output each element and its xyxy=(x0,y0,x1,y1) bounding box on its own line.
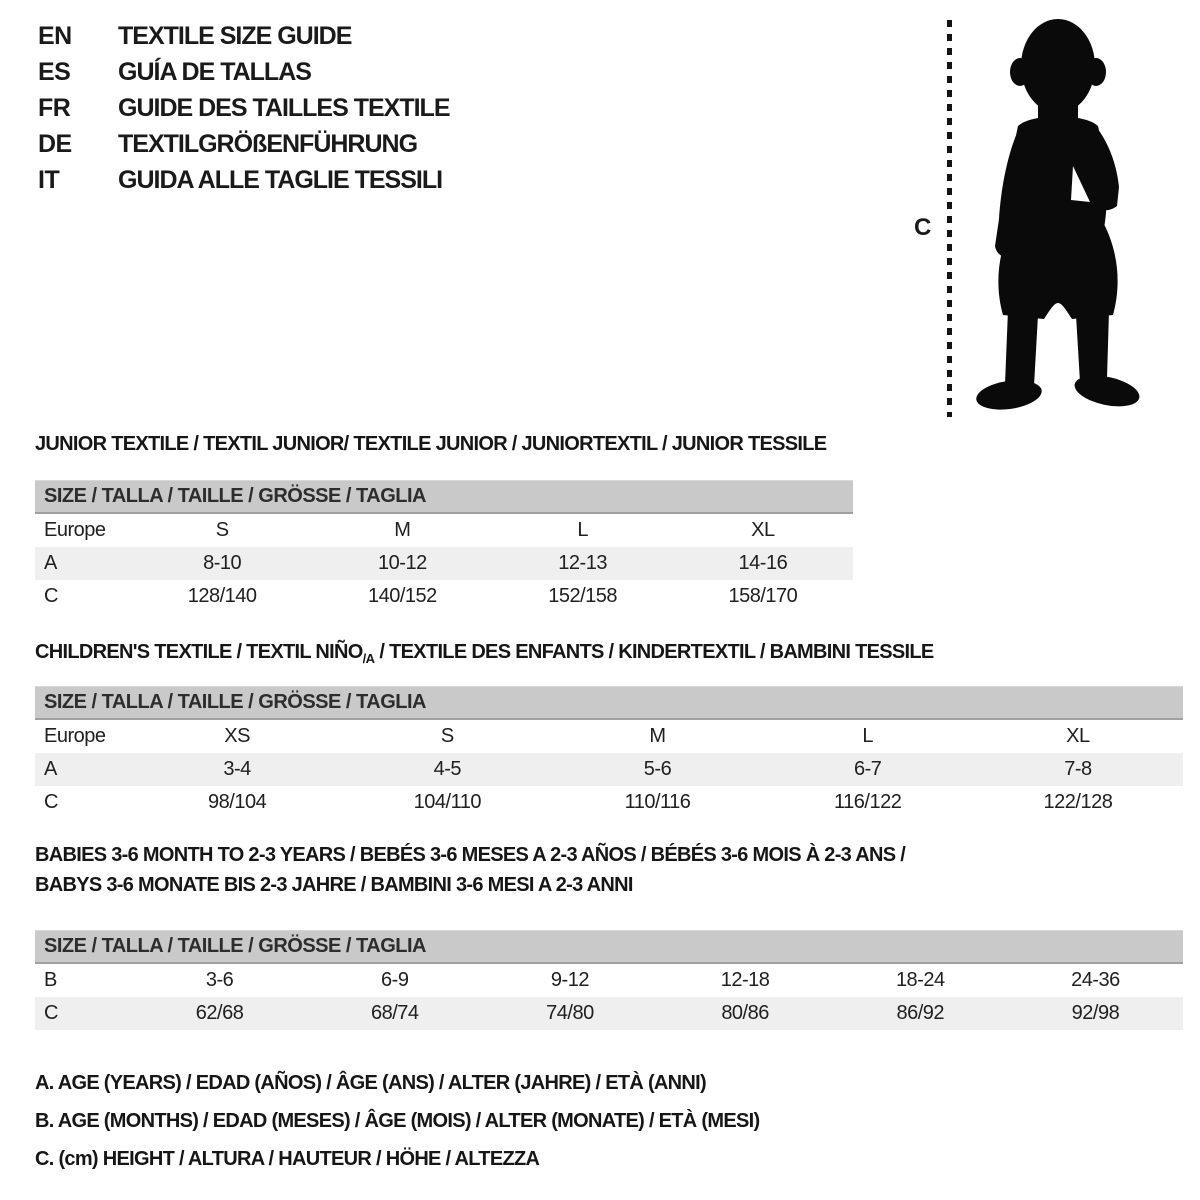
language-title-block xyxy=(38,18,450,198)
row-label: C xyxy=(44,1002,58,1024)
row-label: A xyxy=(44,758,57,780)
language-title: TEXTILGRÖßENFÜHRUNG xyxy=(118,129,418,158)
height-measure-label: C xyxy=(914,214,932,241)
language-row xyxy=(38,90,450,126)
size-cell: 14-16 xyxy=(738,552,788,574)
size-header-bar xyxy=(35,480,853,514)
table-row-months xyxy=(35,964,1183,997)
size-cell: 68/74 xyxy=(370,1002,419,1024)
children-title-subscript: /A xyxy=(362,651,375,666)
size-cell: 12-13 xyxy=(558,552,607,574)
row-label: Europe xyxy=(44,725,106,747)
table-row-europe xyxy=(35,514,853,547)
language-title: GUÍA DE TALLAS xyxy=(118,57,311,86)
baby-silhouette-icon xyxy=(972,14,1144,420)
size-cell: 5-6 xyxy=(643,758,672,780)
size-cell: 110/116 xyxy=(624,791,691,813)
table-row-height xyxy=(35,997,1183,1030)
language-title: GUIDA ALLE TAGLIE TESSILI xyxy=(118,165,443,194)
babies-section-title xyxy=(35,840,905,900)
language-row xyxy=(38,54,450,90)
row-label: C xyxy=(44,585,58,607)
language-title: GUIDE DES TAILLES TEXTILE xyxy=(118,93,450,122)
size-cell: 98/104 xyxy=(208,791,267,813)
language-code: FR xyxy=(38,93,71,122)
size-cell: 24-36 xyxy=(1071,969,1120,991)
size-header-label: SIZE / TALLA / TAILLE / GRÖSSE / TAGLIA xyxy=(44,691,426,713)
size-cell: M xyxy=(394,519,411,541)
size-cell: 80/86 xyxy=(721,1002,769,1024)
size-cell: 9-12 xyxy=(550,969,589,991)
size-cell: 104/110 xyxy=(413,791,481,813)
size-cell: 140/152 xyxy=(367,585,437,607)
size-cell: 7-8 xyxy=(1064,758,1092,780)
language-code: DE xyxy=(38,129,72,158)
junior-section-title xyxy=(35,433,826,456)
size-cell: 6-9 xyxy=(381,969,409,991)
size-cell: 3-4 xyxy=(223,758,251,780)
size-cell: 158/170 xyxy=(728,585,798,607)
size-header-label: SIZE / TALLA / TAILLE / GRÖSSE / TAGLIA xyxy=(44,935,426,957)
size-cell: 8-10 xyxy=(203,552,242,574)
size-header-bar xyxy=(35,686,1183,720)
babies-title-line1: BABIES 3-6 MONTH TO 2-3 YEARS / BEBÉS 3-6 MESES A 2-3 AÑOS / BÉBÉS 3-6 MOIS À 2-3 ANS / xyxy=(35,844,906,866)
language-code: ES xyxy=(38,57,71,86)
language-code: IT xyxy=(38,165,60,194)
junior-size-table xyxy=(35,480,853,613)
language-row xyxy=(38,126,450,162)
size-header-bar xyxy=(35,930,1183,964)
language-row xyxy=(38,18,450,54)
size-cell: 18-24 xyxy=(895,969,945,991)
language-row xyxy=(38,162,450,198)
language-title: TEXTILE SIZE GUIDE xyxy=(118,21,352,50)
legend-line-b: B. AGE (MONTHS) / EDAD (MESES) / ÂGE (MOIS) / ALTER (MONATE) / ETÀ (MESI) xyxy=(35,1109,760,1132)
row-label: B xyxy=(44,969,57,991)
size-cell: 10-12 xyxy=(378,552,427,574)
children-title-prefix: CHILDREN'S TEXTILE / TEXTIL NIÑO xyxy=(35,641,363,663)
legend-line-a: A. AGE (YEARS) / EDAD (AÑOS) / ÂGE (ANS) / ALTER (JAHRE) / ETÀ (ANNI) xyxy=(35,1071,706,1094)
table-row-age xyxy=(35,753,1183,786)
children-size-table xyxy=(35,686,1183,819)
size-cell: L xyxy=(577,519,588,541)
size-cell: S xyxy=(215,519,229,541)
table-row-europe xyxy=(35,720,1183,753)
babies-size-table xyxy=(35,930,1183,1030)
table-row-height xyxy=(35,580,853,613)
children-title-suffix: / TEXTILE DES ENFANTS / KINDERTEXTIL / BAMBINI TESSILE xyxy=(374,641,934,663)
size-cell: 3-6 xyxy=(205,969,234,991)
size-cell: 6-7 xyxy=(854,758,882,780)
babies-title-line2: BABYS 3-6 MONATE BIS 2-3 JAHRE / BAMBINI 3-6 MESI A 2-3 ANNI xyxy=(35,874,633,896)
size-cell: 4-5 xyxy=(433,758,461,780)
size-cell: L xyxy=(862,725,874,747)
size-cell: 128/140 xyxy=(187,585,257,607)
size-cell: 62/68 xyxy=(195,1002,244,1024)
table-row-age xyxy=(35,547,853,580)
size-header-label: SIZE / TALLA / TAILLE / GRÖSSE / TAGLIA xyxy=(44,485,426,507)
table-row-height xyxy=(35,786,1183,819)
children-section-title xyxy=(35,641,934,666)
size-cell: 122/128 xyxy=(1043,791,1113,813)
row-label: C xyxy=(44,791,58,813)
size-cell: 152/158 xyxy=(548,585,618,607)
row-label: Europe xyxy=(44,519,106,541)
size-cell: M xyxy=(649,725,666,747)
row-label: A xyxy=(44,552,57,574)
size-cell: 74/80 xyxy=(546,1002,594,1024)
size-cell: 86/92 xyxy=(896,1002,945,1024)
legend xyxy=(35,1064,759,1178)
size-cell: XS xyxy=(224,725,250,747)
legend-line-c: C. (cm) HEIGHT / ALTURA / HAUTEUR / HÖHE / ALTEZZA xyxy=(35,1147,540,1170)
size-cell: 116/122 xyxy=(834,791,902,813)
junior-section-title-text: JUNIOR TEXTILE / TEXTIL JUNIOR/ TEXTILE JUNIOR / JUNIORTEXTIL / JUNIOR TESSILE xyxy=(35,433,827,455)
size-cell: XL xyxy=(751,519,775,541)
language-code: EN xyxy=(38,21,72,50)
size-cell: S xyxy=(440,725,454,747)
size-cell: 92/98 xyxy=(1071,1002,1120,1024)
size-cell: XL xyxy=(1066,725,1090,747)
height-measure-dashed-line xyxy=(947,20,952,417)
size-cell: 12-18 xyxy=(720,969,770,991)
